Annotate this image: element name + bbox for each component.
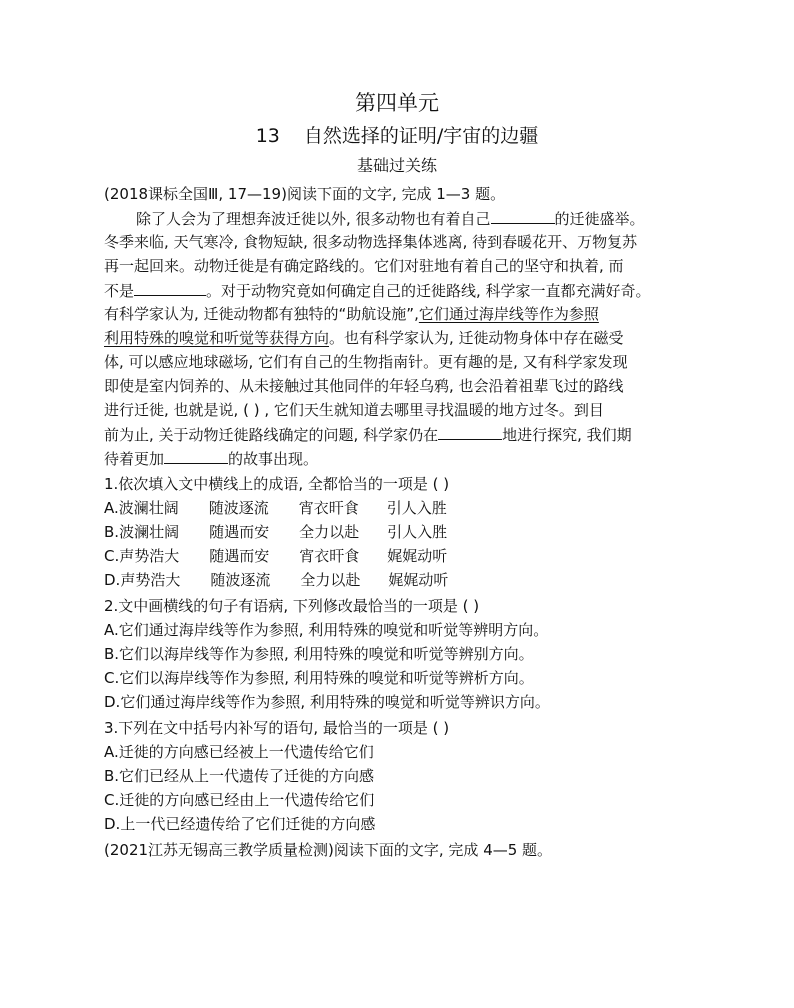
option-word: 宵衣旰食 [299,547,360,565]
question-1-stem: 1.依次填入文中横线上的成语, 全都恰当的一项是 ( ) [104,475,450,493]
option-word: 娓娓动听 [387,547,448,565]
question-3-stem: 3.下列在文中括号内补写的语句, 最恰当的一项是 ( ) [104,719,450,737]
option-word: 全力以赴 [299,523,360,541]
question-2-option-d[interactable]: D.它们通过海岸线等作为参照, 利用特殊的嗅觉和听觉等辨识方向。 [104,693,550,711]
underlined-sentence: 利用特殊的嗅觉和听觉等获得方向 [104,329,330,347]
lesson-number: 13 [255,125,280,147]
question-2-stem: 2.文中画横线的句子有语病, 下列修改最恰当的一项是 ( ) [104,597,480,615]
option-word: 全力以赴 [300,571,361,589]
option-word: 引人入胜 [386,499,447,517]
lesson-name: 自然选择的证明/宇宙的边疆 [303,125,539,147]
option-letter: A. [104,499,119,517]
underlined-sentence: 它们通过海岸线等作为参照 [418,305,599,323]
reading-instruction-1 [104,184,505,204]
question-1-option-d[interactable] [104,570,448,590]
passage-line: 再一起回来。动物迁徙是有确定路线的。它们对驻地有着自己的坚守和执着, 而 [104,257,624,275]
option-letter: B. [104,523,120,541]
instruction-text: 阅读下面的文字, 完成 4—5 题。 [333,841,553,859]
passage-text: 。对于动物究竟如何确定自己的迁徙路线, 科学家一直都充满好奇。 [206,282,651,300]
option-letter: C. [104,547,120,565]
passage-text: 不是 [104,282,135,300]
instruction-text: 阅读下面的文字, 完成 1—3 题。 [286,185,506,203]
question-3-option-d[interactable]: D.上一代已经遗传给了它们迁徙的方向感 [104,815,376,833]
option-word: 娓娓动听 [388,571,449,589]
option-word: 随遇而安 [209,523,270,541]
passage-text: 有科学家认为, 迁徙动物都有独特的“助航设施”, [104,305,419,323]
passage-text: 的故事出现。 [228,450,319,468]
reading-instruction-2 [104,840,552,860]
unit-title: 第四单元 [355,91,439,115]
source-note: (2018课标全国Ⅲ, 17—19) [104,185,287,203]
passage-line: 即使是室内饲养的、从未接触过其他同伴的年轻乌鸦, 也会沿着祖辈飞过的路线 [104,377,624,395]
passage-line [104,448,318,469]
passage-text: 待着更加 [104,450,165,468]
passage-line [104,280,651,301]
option-word: 随遇而安 [209,547,270,565]
lesson-title [0,124,794,148]
passage-line [104,328,624,348]
option-letter: D. [104,571,121,589]
fill-blank-4 [164,448,228,464]
passage-line [104,304,599,324]
passage-text: 的迁徙盛举。 [554,210,645,228]
passage-text: 地进行探究, 我们期 [502,426,632,444]
passage-text: 前为止, 关于动物迁徙路线确定的问题, 科学家仍在 [104,426,439,444]
fill-blank-2 [134,280,206,296]
passage-line: 进行迁徙, 也就是说, ( ) , 它们天生就知道去哪里寻找温暖的地方过冬。到目 [104,401,604,419]
question-2-option-b[interactable]: B.它们以海岸线等作为参照, 利用特殊的嗅觉和听觉等辨别方向。 [104,645,534,663]
question-1-option-b[interactable] [104,522,447,542]
question-3-option-b[interactable]: B.它们已经从上一代遗传了迁徙的方向感 [104,767,375,785]
question-1-option-c[interactable] [104,546,447,566]
source-note: (2021江苏无锡高三教学质量检测) [104,841,334,859]
question-2-option-c[interactable]: C.它们以海岸线等作为参照, 利用特殊的嗅觉和听觉等辨析方向。 [104,669,534,687]
option-word: 波澜壮阔 [118,499,179,517]
question-3-option-a[interactable]: A.迁徙的方向感已经被上一代遗传给它们 [104,743,374,761]
option-word: 引人入胜 [387,523,448,541]
passage-line: 体, 可以感应地球磁场, 它们有自己的生物指南针。更有趣的是, 又有科学家发现 [104,353,628,371]
option-word: 随波逐流 [208,499,269,517]
passage-text: 除了人会为了理想奔波迁徙以外, 很多动物也有着自己 [136,210,491,228]
fill-blank-3 [438,424,502,440]
option-word: 声势浩大 [120,571,181,589]
option-word: 声势浩大 [119,547,180,565]
question-1-option-a[interactable] [104,498,447,518]
passage-line [104,424,632,445]
passage-line: 冬季来临, 天气寒冷, 食物短缺, 很多动物选择集体逃离, 待到春暖花开、万物复苏 [104,233,638,251]
option-word: 宵衣旰食 [298,499,359,517]
fill-blank-1 [491,208,555,224]
option-word: 波澜壮阔 [119,523,180,541]
section-title: 基础过关练 [356,156,437,175]
question-2-option-a[interactable]: A.它们通过海岸线等作为参照, 利用特殊的嗅觉和听觉等辨明方向。 [104,621,549,639]
passage-text: 。也有科学家认为, 迁徙动物身体中存在磁受 [329,329,624,347]
option-word: 随波逐流 [210,571,271,589]
question-3-option-c[interactable]: C.迁徙的方向感已经由上一代遗传给它们 [104,791,375,809]
passage-line [136,208,645,229]
